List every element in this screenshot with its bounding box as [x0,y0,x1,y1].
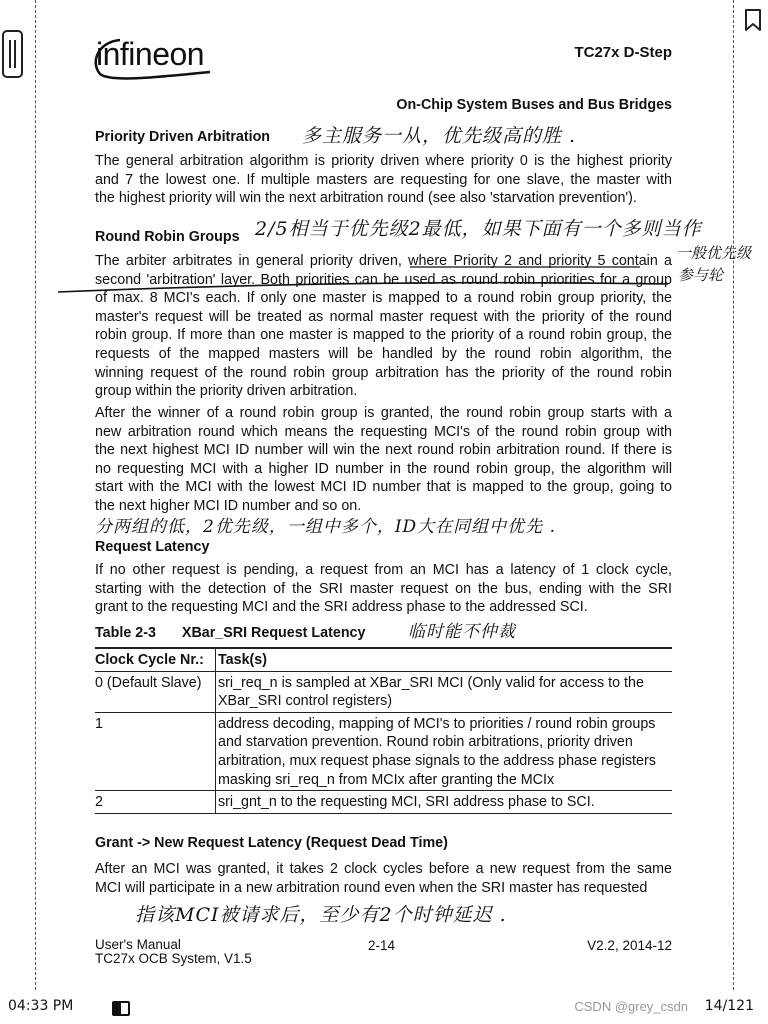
table-header: Clock Cycle Nr.: [95,648,216,671]
text-line: the next higher MCI ID number and so on. [95,497,362,514]
table-header: Task(s) [218,652,267,668]
latency-table [95,647,672,814]
table-cell: address decoding, mapping of MCI's to priorities / round robin groups and starvation prevention. Round robin arbitrations, priority driven arbitration, mux request phase signals to the address phase registers masking sri_req_n from MCIx after granting the MCIx [218,715,656,788]
table-number: Table 2-3 [95,625,156,641]
text-line: new arbitration round which means the requesting MCI's of the round robin group with [95,423,672,440]
page-counter: 14/121 [704,998,754,1014]
text-line: After the winner of a round robin group is granted, the round robin group starts with a [95,405,672,421]
handwritten-note: 多主服务一从，优先级高的胜 . [302,125,577,147]
footer-left [95,938,252,966]
paragraph-grant-latency [95,860,672,897]
handwritten-note: 2/5相当于优先级2最低，如果下面有一个多则当作 [255,218,702,240]
heading-priority: Priority Driven Arbitration [95,129,271,145]
handwritten-underline [0,0,768,300]
table-row [95,671,672,712]
text-line: The general arbitration algorithm is priority driven where priority 0 is the highest priority [95,153,672,169]
text-line: no requesting MCI with a higher ID number in the round robin group, the algorithm will [95,460,672,477]
heading-grant-latency: Grant -> New Request Latency (Request Dead Time) [95,835,448,851]
text-line: master's request will be treated as normal master request with the priority of the round [95,308,672,325]
table-cell: 0 (Default Slave) [95,671,216,712]
text-line: the highest priority will win the next arbitration round (see also 'starvation prevention'). [95,190,637,207]
handwritten-note: 分两组的低，2优先级，一组中多个，ID大在同组中优先 . [95,517,556,537]
text-line: start with the MCI with the lowest MCI ID number that is mapped to the group, going to [95,479,672,496]
text-line: requests of the mapped masters will be handled by the round robin algorithm, the [95,345,672,362]
footer-manual: User's Manual [95,937,181,952]
table-cell: sri_req_n is sampled at XBar_SRI MCI (Only valid for access to the XBar_SRI control registers) [218,674,644,710]
handwritten-note: 一般优先级 [676,244,752,262]
text-line: the next highest MCI ID number will win the next round robin arbitration round. If there is [95,442,672,459]
doc-title: TC27x D-Step [574,44,672,61]
paragraph-round-robin-2 [95,404,672,516]
text-line: After an MCI was granted, it takes 2 clock cycles before a new request from the same [95,861,672,877]
footer-system: TC27x OCB System, V1.5 [95,951,252,966]
clock: 04:33 PM [8,998,74,1014]
text-line: starting with the detection of the SRI master request on the bus, ending with the SRI [95,580,672,597]
text-line: group within the priority driven arbitration. [95,383,358,400]
text-line: and 7 the lowest one. If multiple masters are requesting for one slave, the master with [95,171,672,188]
text-line: robin group. If more than one master is mapped to the priority of a round robin group, the [95,327,672,344]
table-cell: sri_gnt_n to the requesting MCI, SRI address phase to SCI. [218,794,595,811]
text-line: second 'arbitration' layer. Both priorities can be used as round robin priorities for a group [95,271,672,288]
logo-text: infineon [96,36,205,72]
heading-request-latency: Request Latency [95,539,210,555]
table-cell: 1 [95,712,216,790]
text-line: The arbiter arbitrates in general priority driven, where Priority 2 and priority 5 contain a [95,253,672,269]
table-caption [95,625,365,641]
footer-page: 2-14 [368,938,396,953]
chapter-title: On-Chip System Buses and Bus Bridges [396,97,672,113]
heading-round-robin: Round Robin Groups [95,229,240,245]
text-line: grant to the requesting MCI and the SRI address phase to the addressed SCI. [95,599,588,616]
text-line: of max. 8 MCI's each. If only one master is mapped to a round robin group priority, the [95,290,672,307]
battery-icon [112,1001,130,1016]
table-row [95,791,672,814]
handwritten-note: 指该MCI被请求后，至少有2个时钟延迟 . [135,904,507,926]
text-line: MCI will participate in a new arbitration round even when the SRI master has requested [95,879,648,896]
paragraph-request-latency [95,561,672,617]
handwritten-note: 临时能不仲裁 [408,622,516,642]
csdn-watermark: CSDN @grey_csdn [574,999,688,1014]
table-row [95,712,672,790]
text-line: winning request of the round robin group arbitration has the priority of the round robin [95,364,672,381]
handwritten-note: 参与轮 [678,266,724,284]
text-line: If no other request is pending, a request from an MCI has a latency of 1 clock cycle, [95,562,672,578]
footer-version: V2.2, 2014-12 [587,938,672,953]
table-title: XBar_SRI Request Latency [181,625,366,641]
table-cell: 2 [95,791,216,814]
